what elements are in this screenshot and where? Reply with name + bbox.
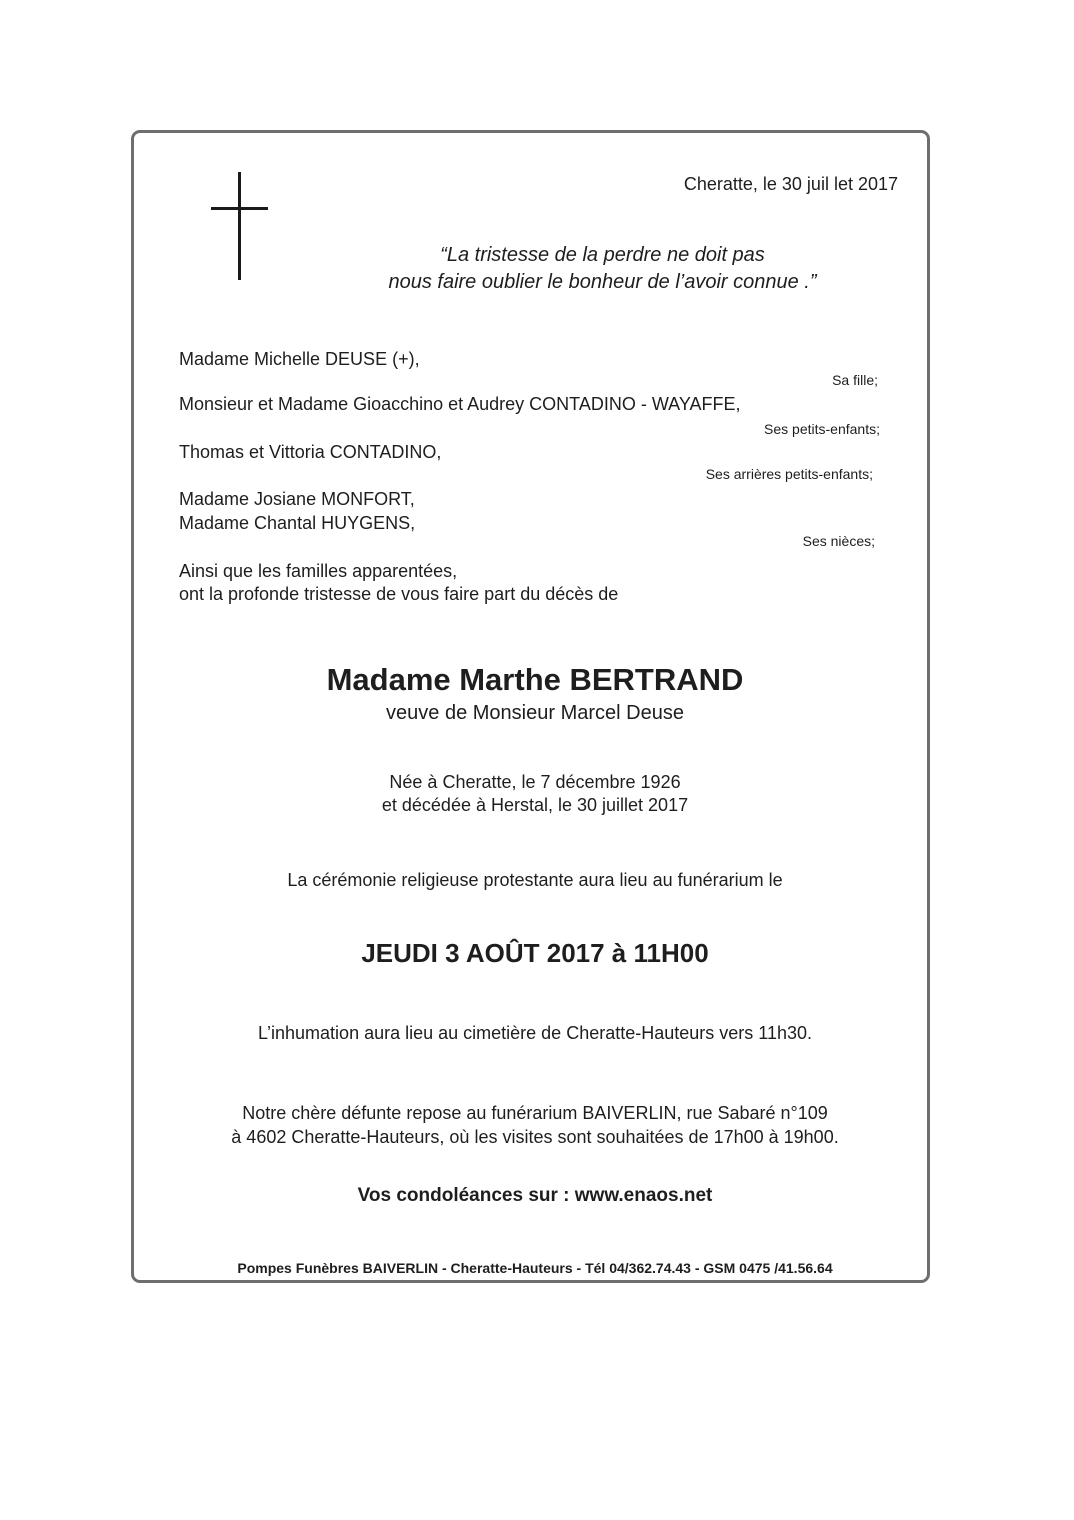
burial-info: L’inhumation aura lieu au cimetière de Cheratte-Hauteurs vers 11h30.	[258, 1023, 812, 1043]
cross-icon-horizontal	[211, 207, 268, 210]
family-line-3: Thomas et Vittoria CONTADINO,	[179, 442, 442, 462]
footer-contact: Pompes Funèbres BAIVERLIN - Cheratte-Hauteurs - Tél 04/362.74.43 - GSM 0475 /41.56.64	[237, 1260, 833, 1276]
family-role-2: Ses petits-enfants;	[764, 421, 880, 437]
family-role-4: Ses nièces;	[802, 533, 875, 549]
deceased-spouse: veuve de Monsieur Marcel Deuse	[386, 702, 684, 724]
rest-info-line-1: Notre chère défunte repose au funérarium BAIVERLIN, rue Sabaré n°109	[242, 1103, 828, 1123]
family-line-2: Monsieur et Madame Gioacchino et Audrey CONTADINO - WAYAFFE,	[179, 394, 741, 414]
family-role-3: Ses arrières petits-enfants;	[705, 466, 873, 482]
death-info: et décédée à Herstal, le 30 juillet 2017	[381, 795, 689, 815]
cross-icon-vertical	[238, 172, 241, 280]
rest-info-line-2: à 4602 Cheratte-Hauteurs, où les visites sont souhaitées de 17h00 à 19h00.	[231, 1127, 839, 1147]
family-role-1: Sa fille;	[832, 372, 878, 388]
family-line-4: Madame Josiane MONFORT,	[179, 489, 415, 509]
place-date: Cheratte, le 30 juil let 2017	[683, 174, 898, 194]
ceremony-datetime: JEUDI 3 AOÛT 2017 à 11H00	[361, 938, 709, 968]
family-line-6: Ainsi que les familles apparentées,	[179, 561, 458, 581]
quote-line-1: “La tristesse de la perdre ne doit pas	[440, 244, 765, 266]
family-line-5: Madame Chantal HUYGENS,	[179, 513, 416, 533]
condolences-link: Vos condoléances sur : www.enaos.net	[357, 1185, 713, 1206]
ceremony-intro: La cérémonie religieuse protestante aura lieu au funérarium le	[287, 870, 783, 890]
family-line-1: Madame Michelle DEUSE (+),	[179, 349, 420, 369]
birth-info: Née à Cheratte, le 7 décembre 1926	[389, 772, 681, 792]
deceased-name: Madame Marthe BERTRAND	[326, 662, 744, 697]
quote-line-2: nous faire oublier le bonheur de l’avoir connue .”	[388, 271, 817, 293]
family-line-7: ont la profonde tristesse de vous faire part du décès de	[179, 584, 619, 604]
